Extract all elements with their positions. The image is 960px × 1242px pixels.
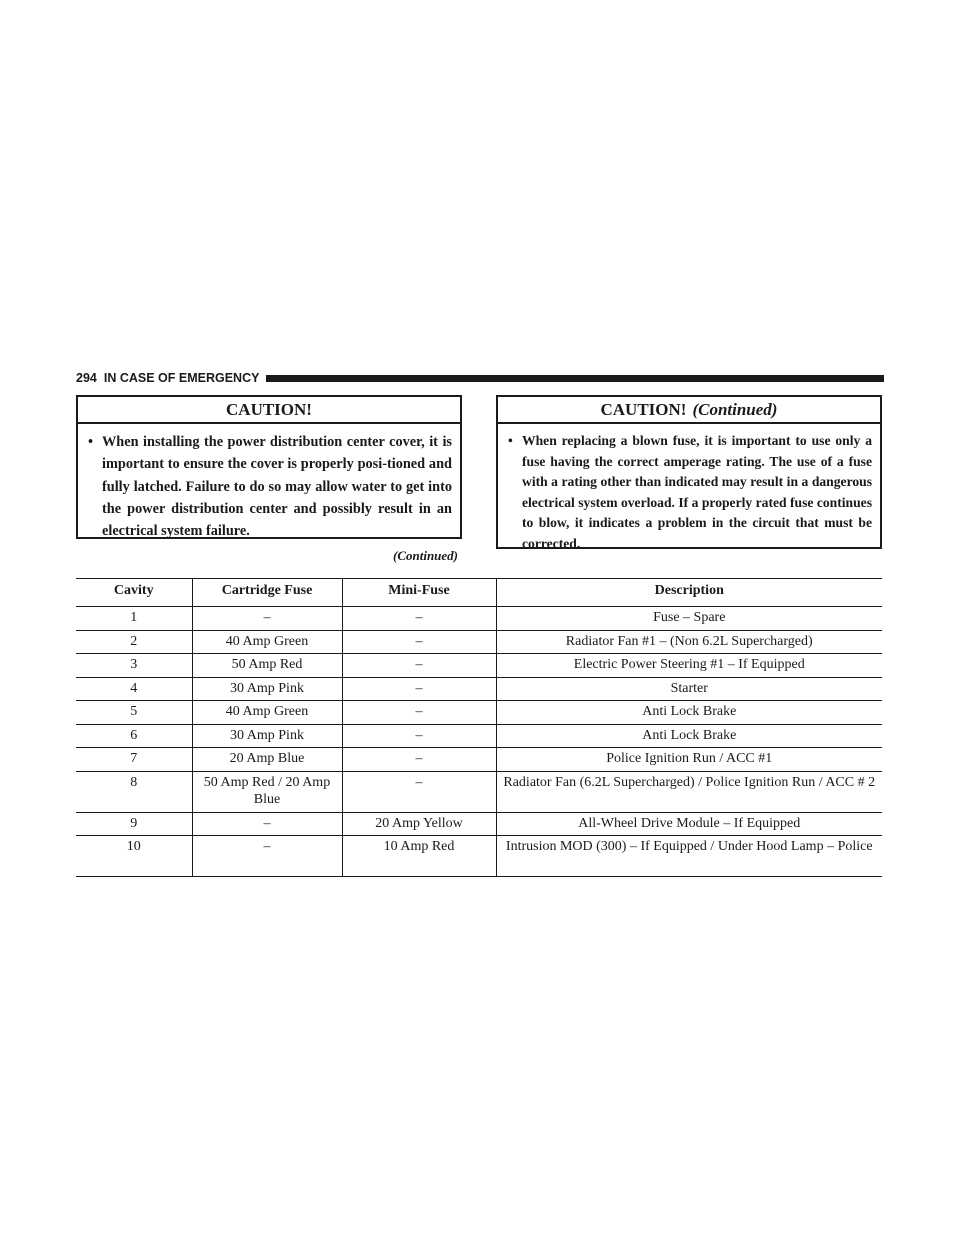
cell-cavity: 7 <box>76 748 192 772</box>
cell-cartridge-fuse: – <box>192 836 342 877</box>
header-cartridge-fuse: Cartridge Fuse <box>192 579 342 607</box>
cell-mini-fuse: – <box>342 701 496 725</box>
cell-description: Radiator Fan #1 – (Non 6.2L Supercharged) <box>496 630 882 654</box>
cell-cavity: 6 <box>76 724 192 748</box>
cell-mini-fuse: – <box>342 724 496 748</box>
cell-description: Intrusion MOD (300) – If Equipped / Under Hood Lamp – Police <box>496 836 882 877</box>
cell-cartridge-fuse: 50 Amp Red / 20 Amp Blue <box>192 771 342 812</box>
bullet-icon: • <box>88 434 94 450</box>
cell-mini-fuse: – <box>342 677 496 701</box>
table-row <box>76 748 882 772</box>
cell-cavity: 8 <box>76 771 192 812</box>
cell-cavity: 10 <box>76 836 192 877</box>
table-row <box>76 724 882 748</box>
cell-description: Fuse – Spare <box>496 607 882 631</box>
cell-cartridge-fuse: 40 Amp Green <box>192 630 342 654</box>
table-row <box>76 677 882 701</box>
cell-cavity: 1 <box>76 607 192 631</box>
header-mini-fuse: Mini-Fuse <box>342 579 496 607</box>
table-row <box>76 630 882 654</box>
header-cavity: Cavity <box>76 579 192 607</box>
caution-title <box>498 397 880 424</box>
cell-mini-fuse: – <box>342 607 496 631</box>
header-description: Description <box>496 579 882 607</box>
cell-description: Electric Power Steering #1 – If Equipped <box>496 654 882 678</box>
cell-cartridge-fuse: 20 Amp Blue <box>192 748 342 772</box>
cell-cartridge-fuse: – <box>192 812 342 836</box>
table-row <box>76 812 882 836</box>
cell-cavity: 5 <box>76 701 192 725</box>
caution-continued-label: (Continued) <box>692 400 778 419</box>
cell-cavity: 9 <box>76 812 192 836</box>
caution-title <box>78 397 460 424</box>
bullet-icon: • <box>508 433 513 448</box>
caution-body <box>498 424 880 555</box>
page-number: 294 <box>76 371 97 385</box>
caution-title-text: CAUTION! <box>226 400 312 419</box>
cell-mini-fuse: – <box>342 748 496 772</box>
cell-cartridge-fuse: 40 Amp Green <box>192 701 342 725</box>
section-title: IN CASE OF EMERGENCY <box>103 371 260 385</box>
table-row <box>76 654 882 678</box>
caution-text: When replacing a blown fuse, it is important to use only a fuse having the correct amperage rating. The use of a fuse with a rating other than indicated may result in a dangerous electrical system overload. If a properly rated fuse continues to blow, it indicates a problem in the circuit that must be corrected. <box>522 433 872 551</box>
cell-description: All-Wheel Drive Module – If Equipped <box>496 812 882 836</box>
cell-cartridge-fuse: 30 Amp Pink <box>192 724 342 748</box>
table-row <box>76 771 882 812</box>
cell-cavity: 3 <box>76 654 192 678</box>
table-row <box>76 701 882 725</box>
cell-cavity: 2 <box>76 630 192 654</box>
cell-cartridge-fuse: 30 Amp Pink <box>192 677 342 701</box>
cell-description: Starter <box>496 677 882 701</box>
cell-description: Anti Lock Brake <box>496 701 882 725</box>
cell-mini-fuse: – <box>342 630 496 654</box>
cell-cartridge-fuse: – <box>192 607 342 631</box>
cell-cavity: 4 <box>76 677 192 701</box>
fuse-table <box>76 578 882 877</box>
cell-description: Radiator Fan (6.2L Supercharged) / Police Ignition Run / ACC # 2 <box>496 771 882 812</box>
caution-body <box>78 424 460 542</box>
cell-description: Police Ignition Run / ACC #1 <box>496 748 882 772</box>
caution-title-text: CAUTION! <box>600 400 687 419</box>
caution-box-left <box>76 395 462 539</box>
continued-note: (Continued) <box>392 548 458 563</box>
cell-mini-fuse: 20 Amp Yellow <box>342 812 496 836</box>
table-header-row <box>76 579 882 607</box>
cell-mini-fuse: – <box>342 771 496 812</box>
caution-box-right <box>496 395 882 549</box>
cell-description: Anti Lock Brake <box>496 724 882 748</box>
table-row <box>76 836 882 877</box>
cell-mini-fuse: – <box>342 654 496 678</box>
page-header <box>76 370 884 386</box>
header-rule <box>266 375 884 382</box>
cell-cartridge-fuse: 50 Amp Red <box>192 654 342 678</box>
cell-mini-fuse: 10 Amp Red <box>342 836 496 877</box>
caution-text: When installing the power distribution center cover, it is important to ensure the cover is properly posi-tioned and fully latched. Failure to do so may allow water to get into the power distribution center and possibly result in an electrical system failure. <box>102 434 452 540</box>
table-row <box>76 607 882 631</box>
